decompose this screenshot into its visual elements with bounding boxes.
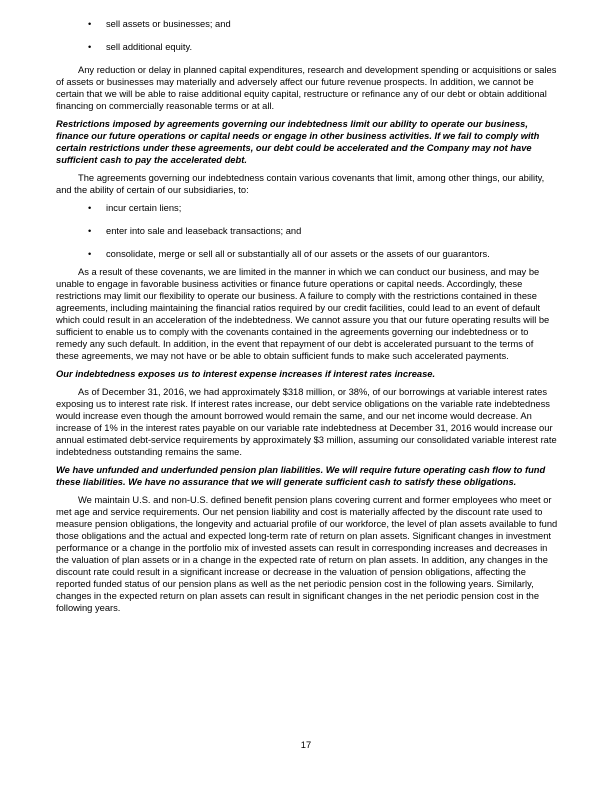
bullet-item [56,202,558,214]
bullet-text: sell assets or businesses; and [106,19,231,29]
bullet-glyph: • [88,226,92,236]
paragraph-covenant-effects: As a result of these covenants, we are limited in the manner in which we can conduct our business, and may be unable to engage in favorable business activities or finance future operations or capital needs. Accordingly, these restrictions may limit our flexibility to operate our business. A failure to comply with the restrictions contained in these agreements, including maintaining the financial ratios required by our credit facilities, could lead to an event of default which could result in an acceleration of the indebtedness. We cannot assure you that our future operating results will be sufficient to enable us to comply with the covenants contained in the agreements governing our indebtedness or to remedy any such default. In addition, in the event that repayment of our debt is accelerated pursuant to the terms of these agreements, we may not have or be able to obtain sufficient funds to make such accelerated payments. [56,267,550,361]
bullet-text: consolidate, merge or sell all or substantially all of our assets or the assets of our guarantors. [106,249,490,259]
bullet-text: incur certain liens; [106,203,182,213]
heading-pension: We have unfunded and underfunded pension plan liabilities. We will require future operating cash flow to fund these liabilities. We have no assurance that we will generate sufficient cash to satisfy these obligations. [56,465,546,487]
bullet-glyph: • [88,203,92,213]
page-body [56,18,558,620]
paragraph-covenants: The agreements governing our indebtedness contain various covenants that limit, among other things, our ability, and the ability of certain of our subsidiaries, to: [56,173,545,195]
bullet-glyph: • [88,19,92,29]
paragraph-pension: We maintain U.S. and non-U.S. defined benefit pension plans covering current and former employees who meet or met age and service requirements. Our net pension liability and cost is materially affected by the discount rate used to measure pension obligations, the longevity and actuarial profile of our workforce, the level of plan assets available to fund those obligations and the actual and expected long-term rate of return on plan assets. Significant changes in investment performance or a change in the portfolio mix of invested assets can result in corresponding increases and decreases in the valuation of plan assets or in a change in the expected rate of return on plan assets. In addition, any changes in the discount rate could result in a significant increase or decrease in the valuation of pension obligations, affecting the reported funded status of our pension plans as well as the net periodic pension cost in the following years. Similarly, changes in the expected return on plan assets can result in significant changes in the net periodic pension cost in the following years. [56,495,558,613]
bullet-glyph: • [88,42,92,52]
bullet-item [56,18,558,30]
paragraph-capital-reduction: Any reduction or delay in planned capital expenditures, research and development spending or acquisitions or sales of assets or businesses may materially and adversely affect our future revenue prospects. In addition, we cannot be certain that we will be able to raise additional equity capital, restructure or refinance any of our debt or obtain additional financing on commercially reasonable terms or at all. [56,65,557,111]
bullet-item [56,248,558,260]
bullet-glyph: • [88,249,92,259]
heading-interest-rate: Our indebtedness exposes us to interest expense increases if interest rates increase. [56,369,436,379]
bullet-text: enter into sale and leaseback transactions; and [106,226,302,236]
paragraph-interest-rate: As of December 31, 2016, we had approximately $318 million, or 38%, of our borrowings at variable interest rates exposing us to interest rate risk. If interest rates increase, our debt service obligations on the variable rate indebtedness would increase even though the amount borrowed would remain the same, and our net income would decrease. An increase of 1% in the interest rates payable on our variable rate indebtedness at December 31, 2016 would increase our annual estimated debt-service requirements by approximately $3 million, assuming our consolidated variable interest rate indebtedness outstanding remains the same. [56,387,557,457]
bullet-text: sell additional equity. [106,42,193,52]
page-number: 17 [300,740,312,750]
heading-restrictions: Restrictions imposed by agreements governing our indebtedness limit our ability to operate our business, finance our future operations or capital needs or engage in other business activities. If we fail to comply with certain restrictions under these agreements, our debt could be accelerated and the Company may not have sufficient cash to pay the accelerated debt. [56,119,540,165]
bullet-item [56,41,558,53]
bullet-item [56,225,558,237]
